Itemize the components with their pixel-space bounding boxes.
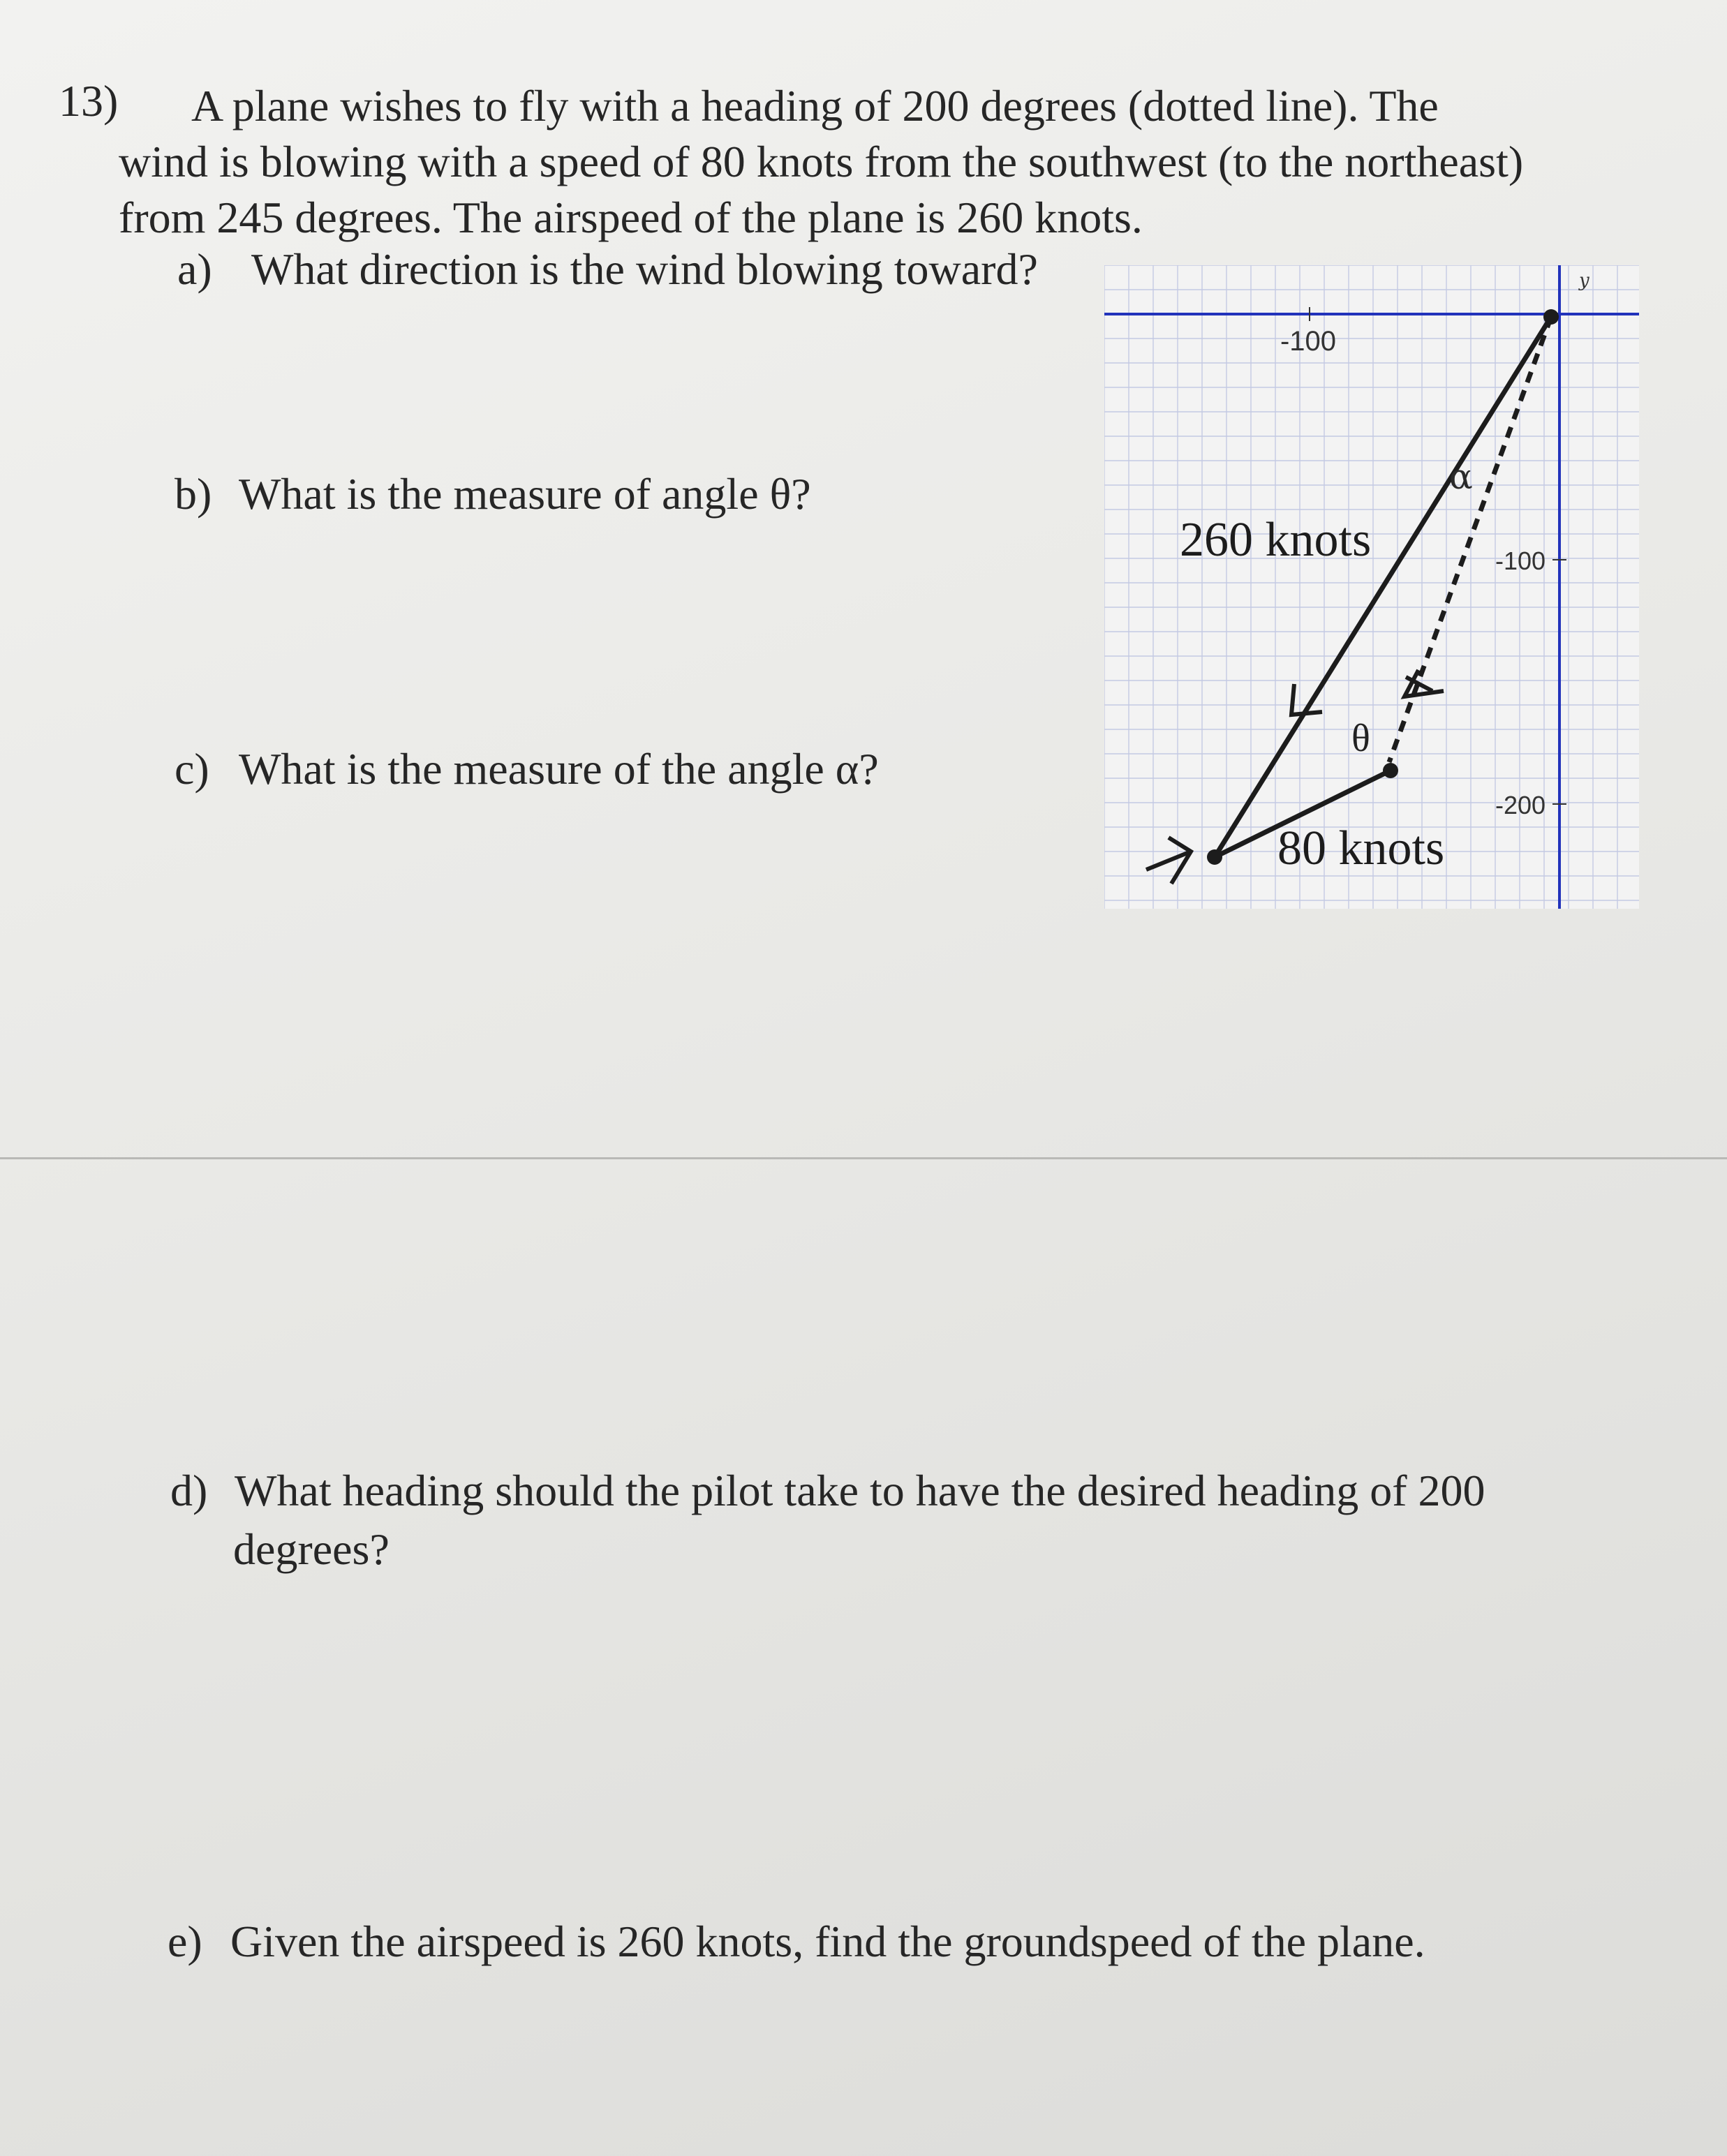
vector-diagram-svg	[1104, 265, 1639, 909]
question-a-label: a)	[177, 244, 212, 294]
section-divider	[0, 1157, 1727, 1159]
problem-statement-line-2: wind is blowing with a speed of 80 knots from the southwest (to the northeast)	[119, 137, 1524, 186]
question-c-label: c)	[175, 744, 209, 794]
question-d-text-continued: degrees?	[233, 1524, 390, 1574]
alpha-angle-label: α	[1449, 456, 1473, 497]
y-axis-label: y	[1579, 270, 1589, 291]
y-tick-label-minus-100: -100	[1495, 547, 1546, 575]
question-b-text: What is the measure of angle θ?	[239, 469, 811, 519]
problem-statement-line-3: from 245 degrees. The airspeed of the plane is 260 knots.	[119, 193, 1143, 242]
origin-dot	[1207, 849, 1222, 865]
wind-endpoint-dot	[1383, 763, 1398, 778]
wind-speed-label: 80 knots	[1277, 821, 1445, 875]
question-a-text: What direction is the wind blowing toward?	[251, 244, 1038, 294]
question-d-label: d)	[170, 1466, 208, 1515]
vector-diagram	[1104, 265, 1639, 909]
problem-statement-line-1: A plane wishes to fly with a heading of 200 degrees (dotted line). The	[191, 81, 1439, 131]
y-tick-label-minus-200: -200	[1495, 791, 1546, 819]
heading-endpoint-dot	[1543, 309, 1559, 325]
question-e-label: e)	[168, 1917, 202, 1966]
problem-number: 13)	[59, 76, 119, 126]
question-b-label: b)	[175, 469, 212, 519]
question-d-text: What heading should the pilot take to have the desired heading of 200	[235, 1466, 1485, 1515]
theta-angle-label: θ	[1351, 717, 1370, 760]
x-tick-label-minus-100: -100	[1280, 326, 1337, 357]
question-e-text: Given the airspeed is 260 knots, find the groundspeed of the plane.	[230, 1917, 1425, 1966]
airspeed-label: 260 knots	[1180, 513, 1372, 567]
question-c-text: What is the measure of the angle α?	[239, 744, 879, 794]
